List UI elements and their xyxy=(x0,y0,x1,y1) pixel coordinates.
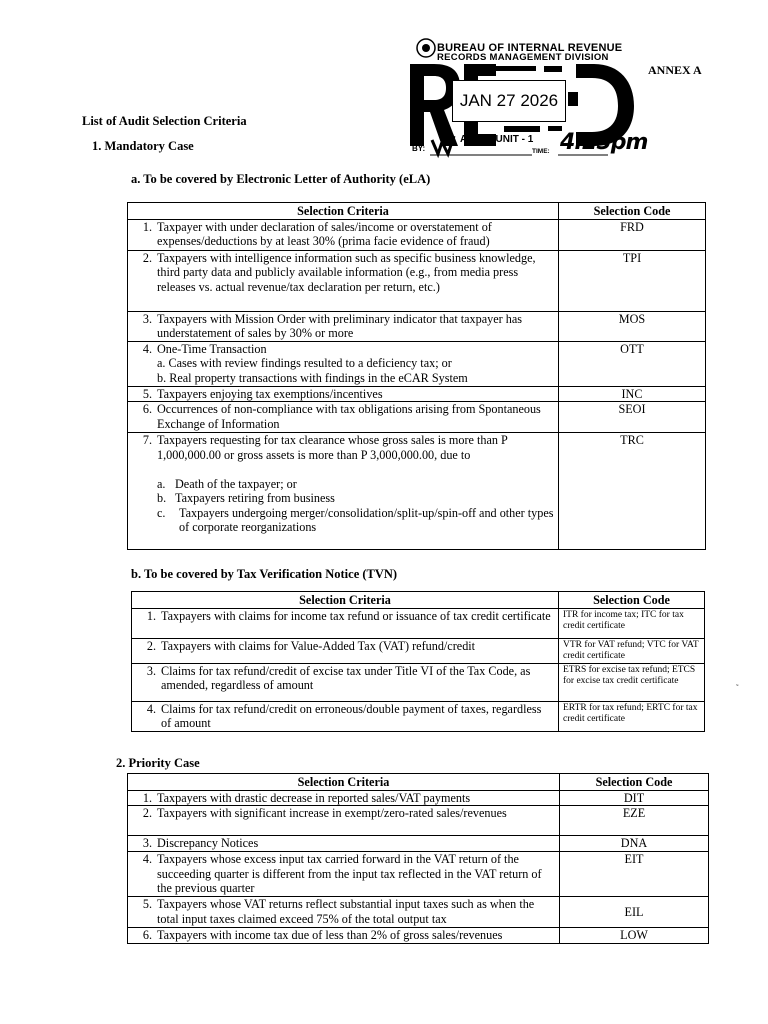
selection-code: ITR for income tax; ITC for tax credit certificate xyxy=(559,608,705,638)
selection-code: SEOI xyxy=(559,402,706,433)
table-row: 1. Taxpayer with under declaration of sales/income or overstatement of expenses/deductions by at least 30% (prima facie evidence of fraud) FRD xyxy=(128,219,706,250)
criteria-text: Taxpayers with income tax due of less than 2% of gross sales/revenues xyxy=(157,928,503,943)
table-row: 5. Taxpayers enjoying tax exemptions/incentives INC xyxy=(128,386,706,402)
table-row: 4. Claims for tax refund/credit on erroneous/double payment of taxes, regardless of amount ERTR for tax refund; ERTC for tax credit certificate xyxy=(132,701,705,731)
scan-speck: ˜ xyxy=(736,683,739,692)
selection-code: DNA xyxy=(560,836,709,852)
table-row: 5. Taxpayers whose VAT returns reflect substantial input taxes such as when the total input taxes claimed exceed 75% of the total output tax EIL xyxy=(128,897,709,928)
section-1b-heading: b. To be covered by Tax Verification Notice (TVN) xyxy=(131,567,398,581)
criteria-text: Claims for tax refund/credit of excise tax under Title VI of the Tax Code, as amended, regardless of amount xyxy=(161,663,531,693)
criteria-text: Taxpayers enjoying tax exemptions/incentives xyxy=(157,386,383,401)
criteria-text: Taxpayers with claims for Value-Added Tax (VAT) refund/credit xyxy=(161,638,476,653)
table-row: 7. Taxpayers requesting for tax clearance whose gross sales is more than P 1,000,000.00 or gross assets is more than P 3,000,000.00, due to a. Death of the taxpayer; or b. Taxpayers retiring from business c. Taxpayers undergoing merger/consolidation/split-up/spin-off and other types of corporate reorganizations TRC xyxy=(128,433,706,550)
selection-code: TRC xyxy=(559,433,706,550)
table-row: 3. Discrepancy Notices DNA xyxy=(128,836,709,852)
priority-criteria-table xyxy=(127,773,709,944)
table-row: 6. Occurrences of non-compliance with tax obligations arising from Spontaneous Exchange of Information SEOI xyxy=(128,402,706,433)
selection-code: EIT xyxy=(560,852,709,897)
criteria-subitem: a. Death of the taxpayer; or xyxy=(157,476,297,491)
criteria-text: Discrepancy Notices xyxy=(157,836,259,851)
selection-code: MOS xyxy=(559,311,706,341)
column-header-code: Selection Code xyxy=(559,592,705,609)
ela-criteria-table xyxy=(127,202,706,550)
table-row: 2. Taxpayers with intelligence information such as specific business knowledge, third party data and publicly available information (e.g., from media press releases vs. actual revenue/tax declaration per return, etc.) TPI xyxy=(128,250,706,311)
column-header-criteria: Selection Criteria xyxy=(128,203,559,220)
selection-code: DIT xyxy=(560,790,709,806)
stamp-time-label: TIME: xyxy=(532,148,550,155)
selection-code: VTR for VAT refund; VTC for VAT credit certificate xyxy=(559,638,705,663)
section-2-heading: 2. Priority Case xyxy=(116,756,200,770)
criteria-text: Taxpayers whose excess input tax carried forward in the VAT return of the succeeding quarter is different from the input tax reflected in the VAT return of the previous quarter xyxy=(157,852,542,896)
stamp-division-name: RECORDS MANAGEMENT DIVISION xyxy=(437,52,609,63)
section-1a-heading: a. To be covered by Electronic Letter of Authority (eLA) xyxy=(131,172,431,186)
criteria-text: Taxpayers with drastic decrease in reported sales/VAT payments xyxy=(157,790,471,805)
selection-code: FRD xyxy=(559,219,706,250)
selection-code: OTT xyxy=(559,341,706,386)
criteria-text: Taxpayers with significant increase in exempt/zero-rated sales/revenues xyxy=(157,806,507,821)
table-row: 1. Taxpayers with drastic decrease in reported sales/VAT payments DIT xyxy=(128,790,709,806)
column-header-code: Selection Code xyxy=(560,774,709,791)
stamp-handwritten-time: 4:25pm xyxy=(560,130,648,155)
column-header-code: Selection Code xyxy=(559,203,706,220)
criteria-text: Occurrences of non-compliance with tax obligations arising from Spontaneous Exchange of Information xyxy=(157,402,541,431)
criteria-text: Taxpayers requesting for tax clearance whose gross sales is more than P 1,000,000.00 or gross assets is more than P 3,000,000.00, due to xyxy=(157,433,508,462)
criteria-text: Taxpayers whose VAT returns reflect substantial input taxes such as when the total input taxes claimed exceed 75% of the total output tax xyxy=(157,897,535,926)
stamp-date: JAN 27 2026 xyxy=(452,80,566,122)
tvn-criteria-table xyxy=(131,591,705,732)
selection-code: TPI xyxy=(559,250,706,311)
table-row: 6. Taxpayers with income tax due of less than 2% of gross sales/revenues LOW xyxy=(128,928,709,944)
selection-code: INC xyxy=(559,386,706,402)
criteria-text: Taxpayers with claims for income tax refund or issuance of tax credit certificate xyxy=(161,608,551,623)
column-header-criteria: Selection Criteria xyxy=(132,592,559,609)
criteria-subitem: b. Taxpayers retiring from business xyxy=(157,491,335,506)
selection-code: LOW xyxy=(560,928,709,944)
table-header-row xyxy=(128,203,706,220)
criteria-text: Taxpayers with intelligence information such as specific business knowledge, third party data and publicly available information (e.g., from media press releases vs. actual revenue/tax declaration per return, etc.) xyxy=(157,250,536,294)
table-row: 1. Taxpayers with claims for income tax refund or issuance of tax credit certificate ITR for income tax; ITC for tax credit certificate xyxy=(132,608,705,638)
stamp-unit: ADMIN UNIT - 1 xyxy=(460,134,534,145)
selection-code: EZE xyxy=(560,806,709,836)
criteria-text: Taxpayer with under declaration of sales/income or overstatement of expenses/deductions by at least 30% (prima facie evidence of fraud) xyxy=(157,219,492,249)
criteria-text: Taxpayers with Mission Order with preliminary indicator that taxpayer has understatement of sales by 30% or more xyxy=(157,311,523,341)
criteria-subitem: a. Cases with review findings resulted to a deficiency tax; or xyxy=(157,356,452,371)
criteria-subitem: c. Taxpayers undergoing merger/consolidation/split-up/spin-off and other types of corporate reorganizations xyxy=(157,505,554,535)
column-header-criteria: Selection Criteria xyxy=(128,774,560,791)
table-header-row xyxy=(132,592,705,609)
table-row: 4. One-Time Transaction a. Cases with review findings resulted to a deficiency tax; or b. Real property transactions with findings in the eCAR System OTT xyxy=(128,341,706,386)
table-row: 2. Taxpayers with significant increase in exempt/zero-rated sales/revenues EZE xyxy=(128,806,709,836)
selection-code: ERTR for tax refund; ERTC for tax credit certificate xyxy=(559,701,705,731)
criteria-subitem: b. Real property transactions with findings in the eCAR System xyxy=(157,370,468,385)
selection-code: EIL xyxy=(560,897,709,928)
stamp-by-label: BY: xyxy=(412,144,426,153)
stamp-bureau-name: BUREAU OF INTERNAL REVENUE xyxy=(437,42,623,54)
table-row: 4. Taxpayers whose excess input tax carried forward in the VAT return of the succeeding quarter is different from the input tax reflected in the VAT return of the previous quarter EIT xyxy=(128,852,709,897)
selection-code: ETRS for excise tax refund; ETCS for excise tax credit certificate xyxy=(559,663,705,701)
table-header-row xyxy=(128,774,709,791)
document-title: List of Audit Selection Criteria xyxy=(82,114,247,128)
criteria-text: One-Time Transaction xyxy=(157,341,267,356)
section-1-heading: 1. Mandatory Case xyxy=(92,139,194,153)
criteria-text: Claims for tax refund/credit on erroneous/double payment of taxes, regardless of amount xyxy=(161,701,542,731)
table-row: 3. Claims for tax refund/credit of excise tax under Title VI of the Tax Code, as amended, regardless of amount ETRS for excise tax refund; ETCS for excise tax credit certificate xyxy=(132,663,705,701)
table-row: 2. Taxpayers with claims for Value-Added Tax (VAT) refund/credit VTR for VAT refund; VTC for VAT credit certificate xyxy=(132,638,705,663)
table-row: 3. Taxpayers with Mission Order with preliminary indicator that taxpayer has understatement of sales by 30% or more MOS xyxy=(128,311,706,341)
annex-label: ANNEX A xyxy=(648,63,702,77)
